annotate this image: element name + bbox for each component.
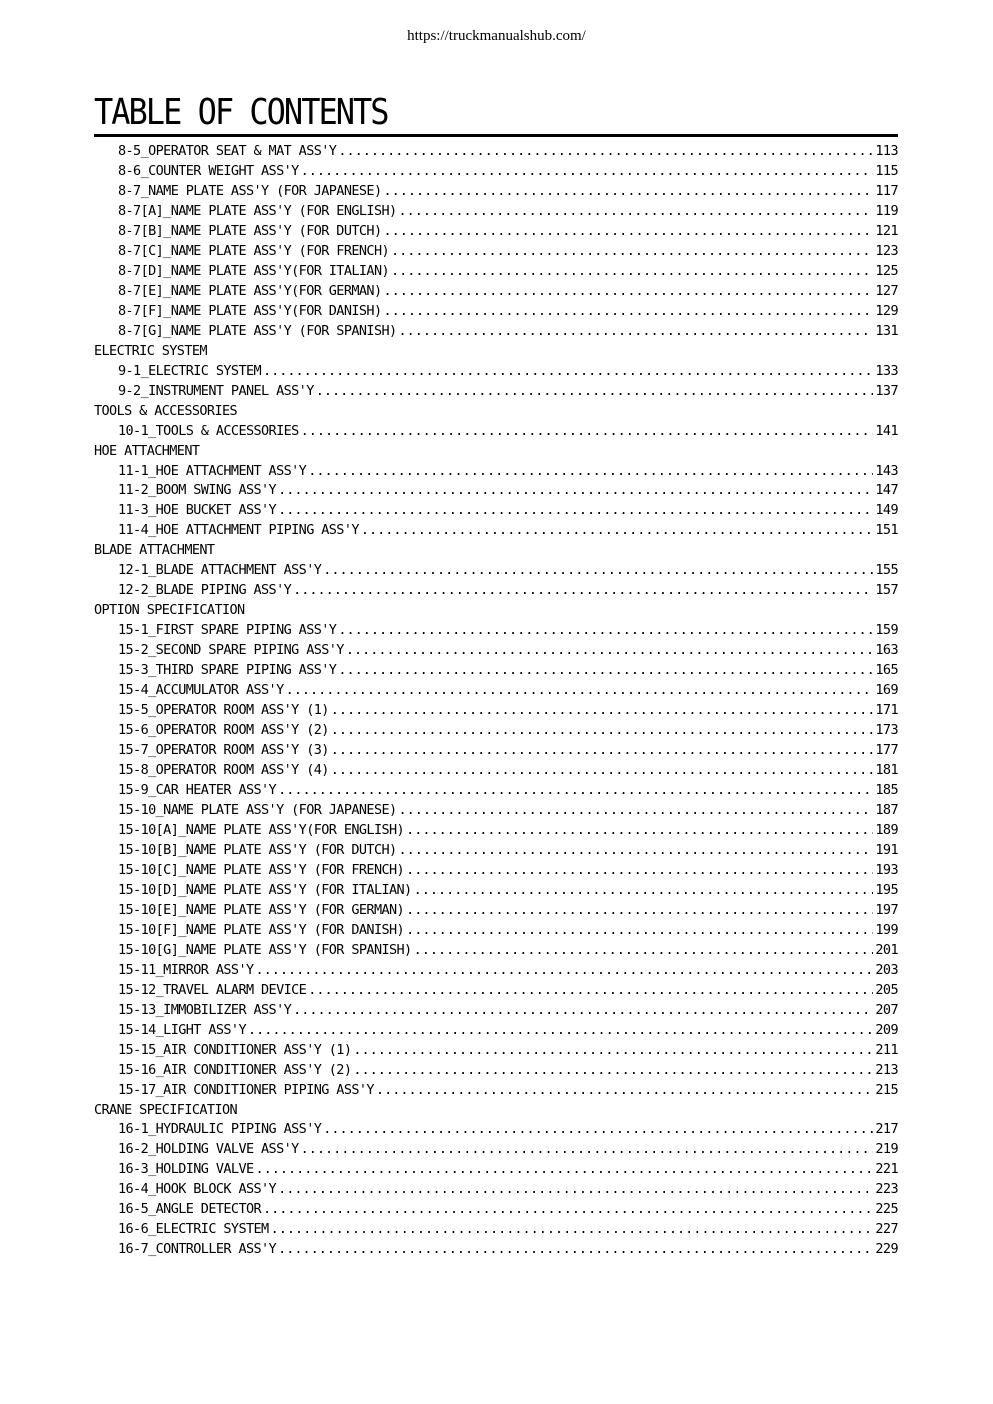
toc-entry[interactable] (94, 661, 898, 681)
entry-label: 15-10[D]_NAME PLATE ASS'Y (FOR ITALIAN) (118, 881, 412, 898)
dot-leader (406, 821, 873, 841)
entry-label: 8-7_NAME PLATE ASS'Y (FOR JAPANESE) (118, 182, 382, 199)
dot-leader (414, 941, 874, 961)
section-label: CRANE SPECIFICATION (94, 1101, 238, 1118)
entry-label: 8-5_OPERATOR SEAT & MAT ASS'Y (118, 143, 337, 159)
dot-leader (278, 1240, 873, 1260)
dot-leader (383, 222, 873, 242)
page-number: 191 (875, 841, 898, 858)
dot-leader (301, 422, 874, 442)
toc-entry[interactable] (94, 701, 898, 721)
entry-label: 16-6_ELECTRIC SYSTEM (118, 1221, 269, 1238)
dot-leader (278, 1180, 873, 1200)
toc-entry[interactable] (94, 382, 898, 402)
page-number: 163 (875, 642, 898, 659)
toc-entry[interactable] (94, 1200, 898, 1220)
page-number: 197 (875, 901, 898, 918)
entry-label: 16-7_CONTROLLER ASS'Y (118, 1241, 277, 1258)
toc-entry[interactable] (94, 462, 898, 482)
page-number: 203 (875, 961, 898, 978)
entry-label: 15-10[F]_NAME PLATE ASS'Y (FOR DANISH) (118, 921, 405, 938)
page-number: 157 (875, 582, 898, 599)
toc-entry[interactable] (94, 961, 898, 981)
dot-leader (316, 382, 874, 402)
entry-label: 9-2_INSTRUMENT PANEL ASS'Y (118, 382, 314, 399)
toc-entry[interactable] (94, 741, 898, 761)
entry-label: 15-8_OPERATOR ROOM ASS'Y (4) (118, 762, 329, 779)
entry-label: 15-6_OPERATOR ROOM ASS'Y (2) (118, 722, 329, 739)
section-label: BLADE ATTACHMENT (94, 542, 215, 559)
entry-label: 15-10[A]_NAME PLATE ASS'Y(FOR ENGLISH) (118, 821, 405, 838)
page-number: 141 (875, 422, 898, 439)
page-number: 227 (875, 1221, 898, 1238)
page-number: 173 (875, 722, 898, 739)
section-label: OPTION SPECIFICATION (94, 602, 245, 619)
dot-leader (353, 1061, 873, 1081)
dot-leader (293, 581, 873, 601)
entry-label: 8-7[E]_NAME PLATE ASS'Y(FOR GERMAN) (118, 282, 382, 299)
toc-entry[interactable] (94, 861, 898, 881)
page-number: 137 (875, 382, 898, 399)
toc-entry[interactable] (94, 1081, 898, 1101)
toc-entry[interactable] (94, 781, 898, 801)
entry-label: 8-7[G]_NAME PLATE ASS'Y (FOR SPANISH) (118, 322, 397, 339)
entry-label: 15-9_CAR HEATER ASS'Y (118, 782, 277, 798)
entry-label: 16-1_HYDRAULIC PIPING ASS'Y (118, 1121, 322, 1138)
dot-leader (383, 182, 873, 202)
dot-leader (301, 162, 874, 182)
entry-label: 15-10[C]_NAME PLATE ASS'Y (FOR FRENCH) (118, 861, 405, 878)
page-number: 181 (875, 762, 898, 779)
dot-leader (278, 781, 873, 801)
dot-leader (338, 142, 873, 162)
toc-entry[interactable] (94, 1160, 898, 1180)
section-label: ELECTRIC SYSTEM (94, 342, 207, 359)
dot-leader (323, 561, 873, 581)
dot-leader (286, 681, 874, 701)
entry-label: 8-7[C]_NAME PLATE ASS'Y (FOR FRENCH) (118, 242, 389, 259)
toc-entry[interactable] (94, 162, 898, 182)
entry-label: 15-12_TRAVEL ALARM DEVICE (118, 981, 307, 998)
dot-leader (263, 1200, 873, 1220)
page-number: 123 (875, 242, 898, 259)
toc-entry[interactable] (94, 242, 898, 262)
toc-entry[interactable] (94, 621, 898, 641)
page-number: 195 (875, 881, 898, 898)
toc-entry[interactable] (94, 322, 898, 342)
dot-leader (338, 661, 873, 681)
page-number: 225 (875, 1201, 898, 1218)
toc-entry[interactable] (94, 302, 898, 322)
toc-entry[interactable] (94, 581, 898, 601)
toc-entry[interactable] (94, 142, 898, 162)
toc-entry[interactable] (94, 941, 898, 961)
page-number: 127 (875, 282, 898, 299)
toc-entry[interactable] (94, 921, 898, 941)
page-number: 115 (875, 162, 898, 179)
page-number: 177 (875, 742, 898, 759)
entry-label: 15-15_AIR CONDITIONER ASS'Y (1) (118, 1041, 352, 1058)
toc-entry[interactable] (94, 481, 898, 501)
toc-entry[interactable] (94, 721, 898, 741)
page-number: 169 (875, 682, 898, 699)
page-title: TABLE OF CONTENTS (94, 90, 388, 134)
page-number: 215 (875, 1081, 898, 1098)
page-number: 133 (875, 362, 898, 379)
dot-leader (353, 1041, 873, 1061)
dot-leader (256, 961, 874, 981)
toc-entry[interactable] (94, 901, 898, 921)
toc-entry[interactable] (94, 981, 898, 1001)
toc-section-heading (94, 541, 898, 561)
source-url: https://truckmanualshub.com/ (407, 28, 586, 44)
toc-entry[interactable] (94, 202, 898, 222)
entry-label: 8-6_COUNTER WEIGHT ASS'Y (118, 162, 299, 179)
page-number: 171 (875, 702, 898, 719)
toc-entry[interactable] (94, 1001, 898, 1021)
entry-label: 15-10[B]_NAME PLATE ASS'Y (FOR DUTCH) (118, 841, 397, 858)
dot-leader (391, 242, 873, 262)
title-underline (94, 134, 898, 137)
entry-label: 15-5_OPERATOR ROOM ASS'Y (1) (118, 702, 329, 719)
entry-label: 8-7[A]_NAME PLATE ASS'Y (FOR ENGLISH) (118, 202, 397, 219)
toc-entry[interactable] (94, 1240, 898, 1260)
page-number: 143 (875, 462, 898, 479)
dot-leader (383, 302, 873, 322)
dot-leader (399, 841, 874, 861)
entry-label: 10-1_TOOLS & ACCESSORIES (118, 422, 299, 439)
toc-section-heading (94, 402, 898, 422)
entry-label: 15-17_AIR CONDITIONER PIPING ASS'Y (118, 1081, 374, 1098)
entry-label: 11-1_HOE ATTACHMENT ASS'Y (118, 462, 307, 479)
entry-label: 12-2_BLADE PIPING ASS'Y (118, 582, 292, 599)
toc-entry[interactable] (94, 801, 898, 821)
page-number: 211 (875, 1041, 898, 1058)
dot-leader (399, 202, 874, 222)
page-number: 205 (875, 981, 898, 998)
entry-label: 15-10_NAME PLATE ASS'Y (FOR JAPANESE) (118, 801, 397, 818)
page-number: 155 (875, 562, 898, 579)
dot-leader (361, 521, 874, 541)
toc-entry[interactable] (94, 821, 898, 841)
dot-leader (331, 761, 874, 781)
dot-leader (323, 1120, 873, 1140)
toc-entry[interactable] (94, 521, 898, 541)
page-number: 217 (875, 1121, 898, 1138)
page-number: 131 (875, 322, 898, 339)
toc-entry[interactable] (94, 1041, 898, 1061)
entry-label: 15-10[E]_NAME PLATE ASS'Y (FOR GERMAN) (118, 901, 405, 918)
toc-entry[interactable] (94, 1021, 898, 1041)
dot-leader (399, 801, 874, 821)
toc-entry[interactable] (94, 681, 898, 701)
dot-leader (346, 641, 874, 661)
toc-section-heading (94, 442, 898, 462)
toc-section-heading (94, 601, 898, 621)
toc-entry[interactable] (94, 561, 898, 581)
page-number: 213 (875, 1061, 898, 1078)
entry-label: 16-5_ANGLE DETECTOR (118, 1201, 262, 1218)
toc-entry[interactable] (94, 641, 898, 661)
entry-label: 15-11_MIRROR ASS'Y (118, 961, 254, 978)
toc-entry[interactable] (94, 761, 898, 781)
page-number: 193 (875, 861, 898, 878)
dot-leader (414, 881, 874, 901)
entry-label: 15-14_LIGHT ASS'Y (118, 1021, 246, 1038)
entry-label: 15-10[G]_NAME PLATE ASS'Y (FOR SPANISH) (118, 941, 412, 958)
entry-label: 12-1_BLADE ATTACHMENT ASS'Y (118, 562, 322, 579)
section-label: HOE ATTACHMENT (94, 442, 200, 459)
table-of-contents (94, 142, 898, 1260)
dot-leader (331, 721, 874, 741)
page-number: 207 (875, 1001, 898, 1018)
page-number: 209 (875, 1021, 898, 1038)
page-number: 113 (875, 143, 898, 159)
toc-entry[interactable] (94, 422, 898, 442)
toc-entry[interactable] (94, 881, 898, 901)
dot-leader (278, 501, 873, 521)
page-number: 223 (875, 1181, 898, 1198)
entry-label: 15-4_ACCUMULATOR ASS'Y (118, 682, 284, 699)
toc-entry[interactable] (94, 182, 898, 202)
toc-entry[interactable] (94, 1140, 898, 1160)
page-number: 185 (875, 782, 898, 798)
toc-entry[interactable] (94, 262, 898, 282)
page-number: 129 (875, 302, 898, 319)
entry-label: 11-3_HOE BUCKET ASS'Y (118, 502, 277, 519)
page-number: 119 (875, 202, 898, 219)
entry-label: 15-1_FIRST SPARE PIPING ASS'Y (118, 622, 337, 639)
toc-entry[interactable] (94, 282, 898, 302)
dot-leader (406, 861, 873, 881)
section-label: TOOLS & ACCESSORIES (94, 402, 238, 419)
page-number: 121 (875, 222, 898, 239)
dot-leader (301, 1140, 874, 1160)
entry-label: 16-3_HOLDING VALVE (118, 1161, 254, 1178)
dot-leader (271, 1220, 874, 1240)
dot-leader (391, 262, 873, 282)
dot-leader (308, 462, 873, 482)
dot-leader (338, 621, 873, 641)
entry-label: 9-1_ELECTRIC SYSTEM (118, 362, 262, 379)
dot-leader (263, 362, 873, 382)
page-number: 165 (875, 662, 898, 679)
dot-leader (293, 1001, 873, 1021)
page-number: 201 (875, 941, 898, 958)
page-number: 151 (875, 522, 898, 539)
dot-leader (278, 481, 873, 501)
page-number: 221 (875, 1161, 898, 1178)
entry-label: 16-4_HOOK BLOCK ASS'Y (118, 1181, 277, 1198)
page-number: 125 (875, 262, 898, 279)
dot-leader (376, 1081, 873, 1101)
toc-entry[interactable] (94, 1220, 898, 1240)
toc-entry[interactable] (94, 841, 898, 861)
entry-label: 11-4_HOE ATTACHMENT PIPING ASS'Y (118, 522, 359, 539)
toc-entry[interactable] (94, 222, 898, 242)
entry-label: 8-7[F]_NAME PLATE ASS'Y(FOR DANISH) (118, 302, 382, 319)
page-number: 117 (875, 182, 898, 199)
page-number: 159 (875, 622, 898, 639)
page-number: 229 (875, 1241, 898, 1258)
page-number: 149 (875, 502, 898, 519)
dot-leader (399, 322, 874, 342)
toc-entry[interactable] (94, 1061, 898, 1081)
entry-label: 8-7[D]_NAME PLATE ASS'Y(FOR ITALIAN) (118, 262, 389, 279)
entry-label: 15-2_SECOND SPARE PIPING ASS'Y (118, 642, 344, 659)
toc-section-heading (94, 1101, 898, 1121)
entry-label: 8-7[B]_NAME PLATE ASS'Y (FOR DUTCH) (118, 222, 382, 239)
toc-entry[interactable] (94, 1120, 898, 1140)
entry-label: 15-16_AIR CONDITIONER ASS'Y (2) (118, 1061, 352, 1078)
page-number: 199 (875, 921, 898, 938)
toc-entry[interactable] (94, 362, 898, 382)
entry-label: 15-13_IMMOBILIZER ASS'Y (118, 1001, 292, 1018)
dot-leader (248, 1021, 873, 1041)
toc-section-heading (94, 342, 898, 362)
page-number: 189 (875, 821, 898, 838)
dot-leader (256, 1160, 874, 1180)
page-number: 187 (875, 801, 898, 818)
dot-leader (308, 981, 873, 1001)
dot-leader (406, 921, 873, 941)
entry-label: 11-2_BOOM SWING ASS'Y (118, 482, 277, 499)
dot-leader (383, 282, 873, 302)
dot-leader (331, 741, 874, 761)
dot-leader (406, 901, 873, 921)
entry-label: 15-7_OPERATOR ROOM ASS'Y (3) (118, 742, 329, 759)
dot-leader (331, 701, 874, 721)
toc-entry[interactable] (94, 501, 898, 521)
page-number: 219 (875, 1141, 898, 1158)
entry-label: 16-2_HOLDING VALVE ASS'Y (118, 1141, 299, 1158)
toc-entry[interactable] (94, 1180, 898, 1200)
page-number: 147 (875, 482, 898, 499)
entry-label: 15-3_THIRD SPARE PIPING ASS'Y (118, 662, 337, 679)
